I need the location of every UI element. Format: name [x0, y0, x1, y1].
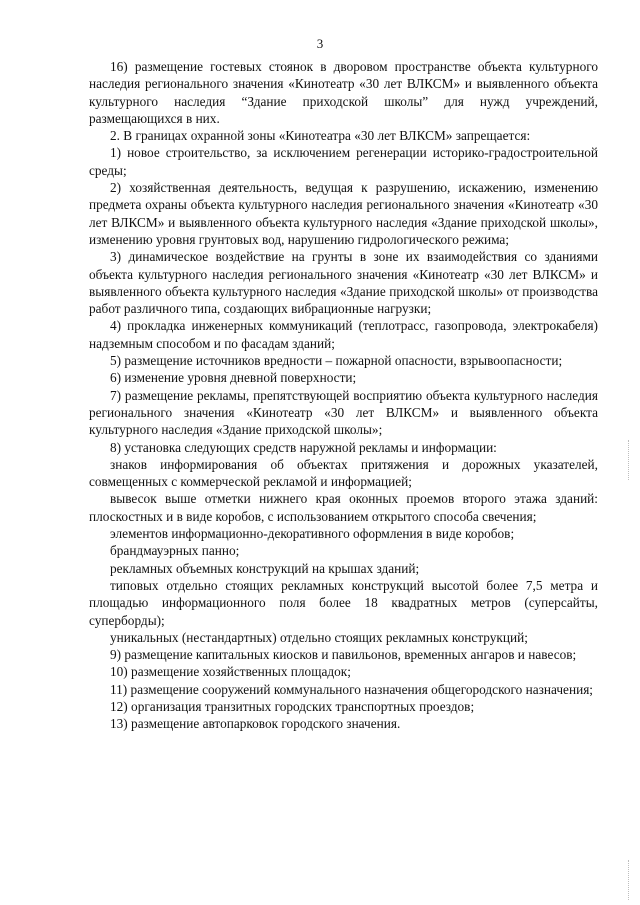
paragraph-subitem-signboards: вывесок выше отметки нижнего края оконных проемов второго этажа зданий: плоскостных и в виде коробов, с использованием открытого способа свечения; — [89, 491, 598, 524]
paragraph-item-10-utility-areas: 10) размещение хозяйственных площадок; — [110, 664, 351, 680]
paragraph-subitem-decorative: элементов информационно-декоративного оформления в виде коробов; — [110, 526, 515, 542]
paragraph-item-16-guest-parking: 16) размещение гостевых стоянок в дворовом пространстве объекта культурного наследия регионального значения «Кинотеатр «30 лет ВЛКСМ» и выявленного объекта культурного наследия “Здание приходской школы” для нужд учреждений, размещающихся в них. — [89, 59, 598, 126]
paragraph-item-6-surface-level: 6) изменение уровня дневной поверхности; — [110, 370, 357, 386]
paragraph-item-2-economic-activity: 2) хозяйственная деятельность, ведущая к разрушению, искажению, изменению предмета охраны объекта культурного наследия регионального значения «Кинотеатр «30 лет ВЛКСМ» и выявленного объекта культурного наследия «Здание приходской школы», изменению уровня грунтовых вод, нарушению гидрологического режима; — [89, 180, 598, 247]
paragraph-item-13-parking: 13) размещение автопарковок городского значения. — [110, 716, 401, 732]
paragraph-subitem-standard-structures: типовых отдельно стоящих рекламных конструкций высотой более 7,5 метра и площадью информационного поля более 18 квадратных метров (суперсайты, суперборды); — [89, 577, 598, 628]
paragraph-item-11-communal-facilities: 11) размещение сооружений коммунального назначения общегородского назначения; — [110, 681, 594, 697]
paragraph-item-5-hazard-sources: 5) размещение источников вредности – пожарной опасности, взрывоопасности; — [110, 353, 563, 369]
paragraph-section-2-heading: 2. В границах охранной зоны «Кинотеатра «30 лет ВЛКСМ» запрещается: — [110, 128, 531, 144]
paragraph-item-7-advertising: 7) размещение рекламы, препятствующей восприятию объекта культурного наследия регионального значения «Кинотеатр «30 лет ВЛКСМ» и выявленного объекта культурного наследия «Здание приходской школы»; — [89, 387, 598, 438]
paragraph-item-8-outdoor-ads: 8) установка следующих средств наружной рекламы и информации: — [110, 439, 497, 455]
paragraph-item-9-kiosks: 9) размещение капитальных киосков и павильонов, временных ангаров и навесов; — [110, 647, 577, 663]
paragraph-item-12-transit-passages: 12) организация транзитных городских транспортных проездов; — [110, 698, 475, 714]
scan-edge-mark — [628, 860, 637, 900]
paragraph-item-4-utilities: 4) прокладка инженерных коммуникаций (теплотрасс, газопровода, электрокабеля) надземным способом и по фасадам зданий; — [89, 318, 598, 351]
paragraph-subitem-firewall-panels: брандмауэрных панно; — [110, 543, 240, 559]
paragraph-subitem-unique-structures: уникальных (нестандартных) отдельно стоящих рекламных конструкций; — [110, 629, 528, 645]
paragraph-subitem-signs: знаков информирования об объектах притяжения и дорожных указателей, совмещенных с коммерческой рекламой и информацией; — [89, 456, 598, 490]
page-number: 3 — [316, 36, 324, 51]
document-body — [89, 58, 598, 733]
paragraph-item-3-dynamic-impact: 3) динамическое воздействие на грунты в зоне их взаимодействия со зданиями объекта культурного наследия регионального значения «Кинотеатр «30 лет ВЛКСМ» и выявленного объекта культурного наследия «Здание приходской школы» от производства работ различного типа, создающих вибрационные нагрузки; — [89, 249, 598, 317]
paragraph-item-1-new-construction: 1) новое строительство, за исключением регенерации историко-градостроительной среды; — [89, 145, 598, 178]
paragraph-subitem-roof-structures: рекламных объемных конструкций на крышах зданий; — [110, 560, 420, 576]
scan-edge-mark — [628, 440, 637, 480]
